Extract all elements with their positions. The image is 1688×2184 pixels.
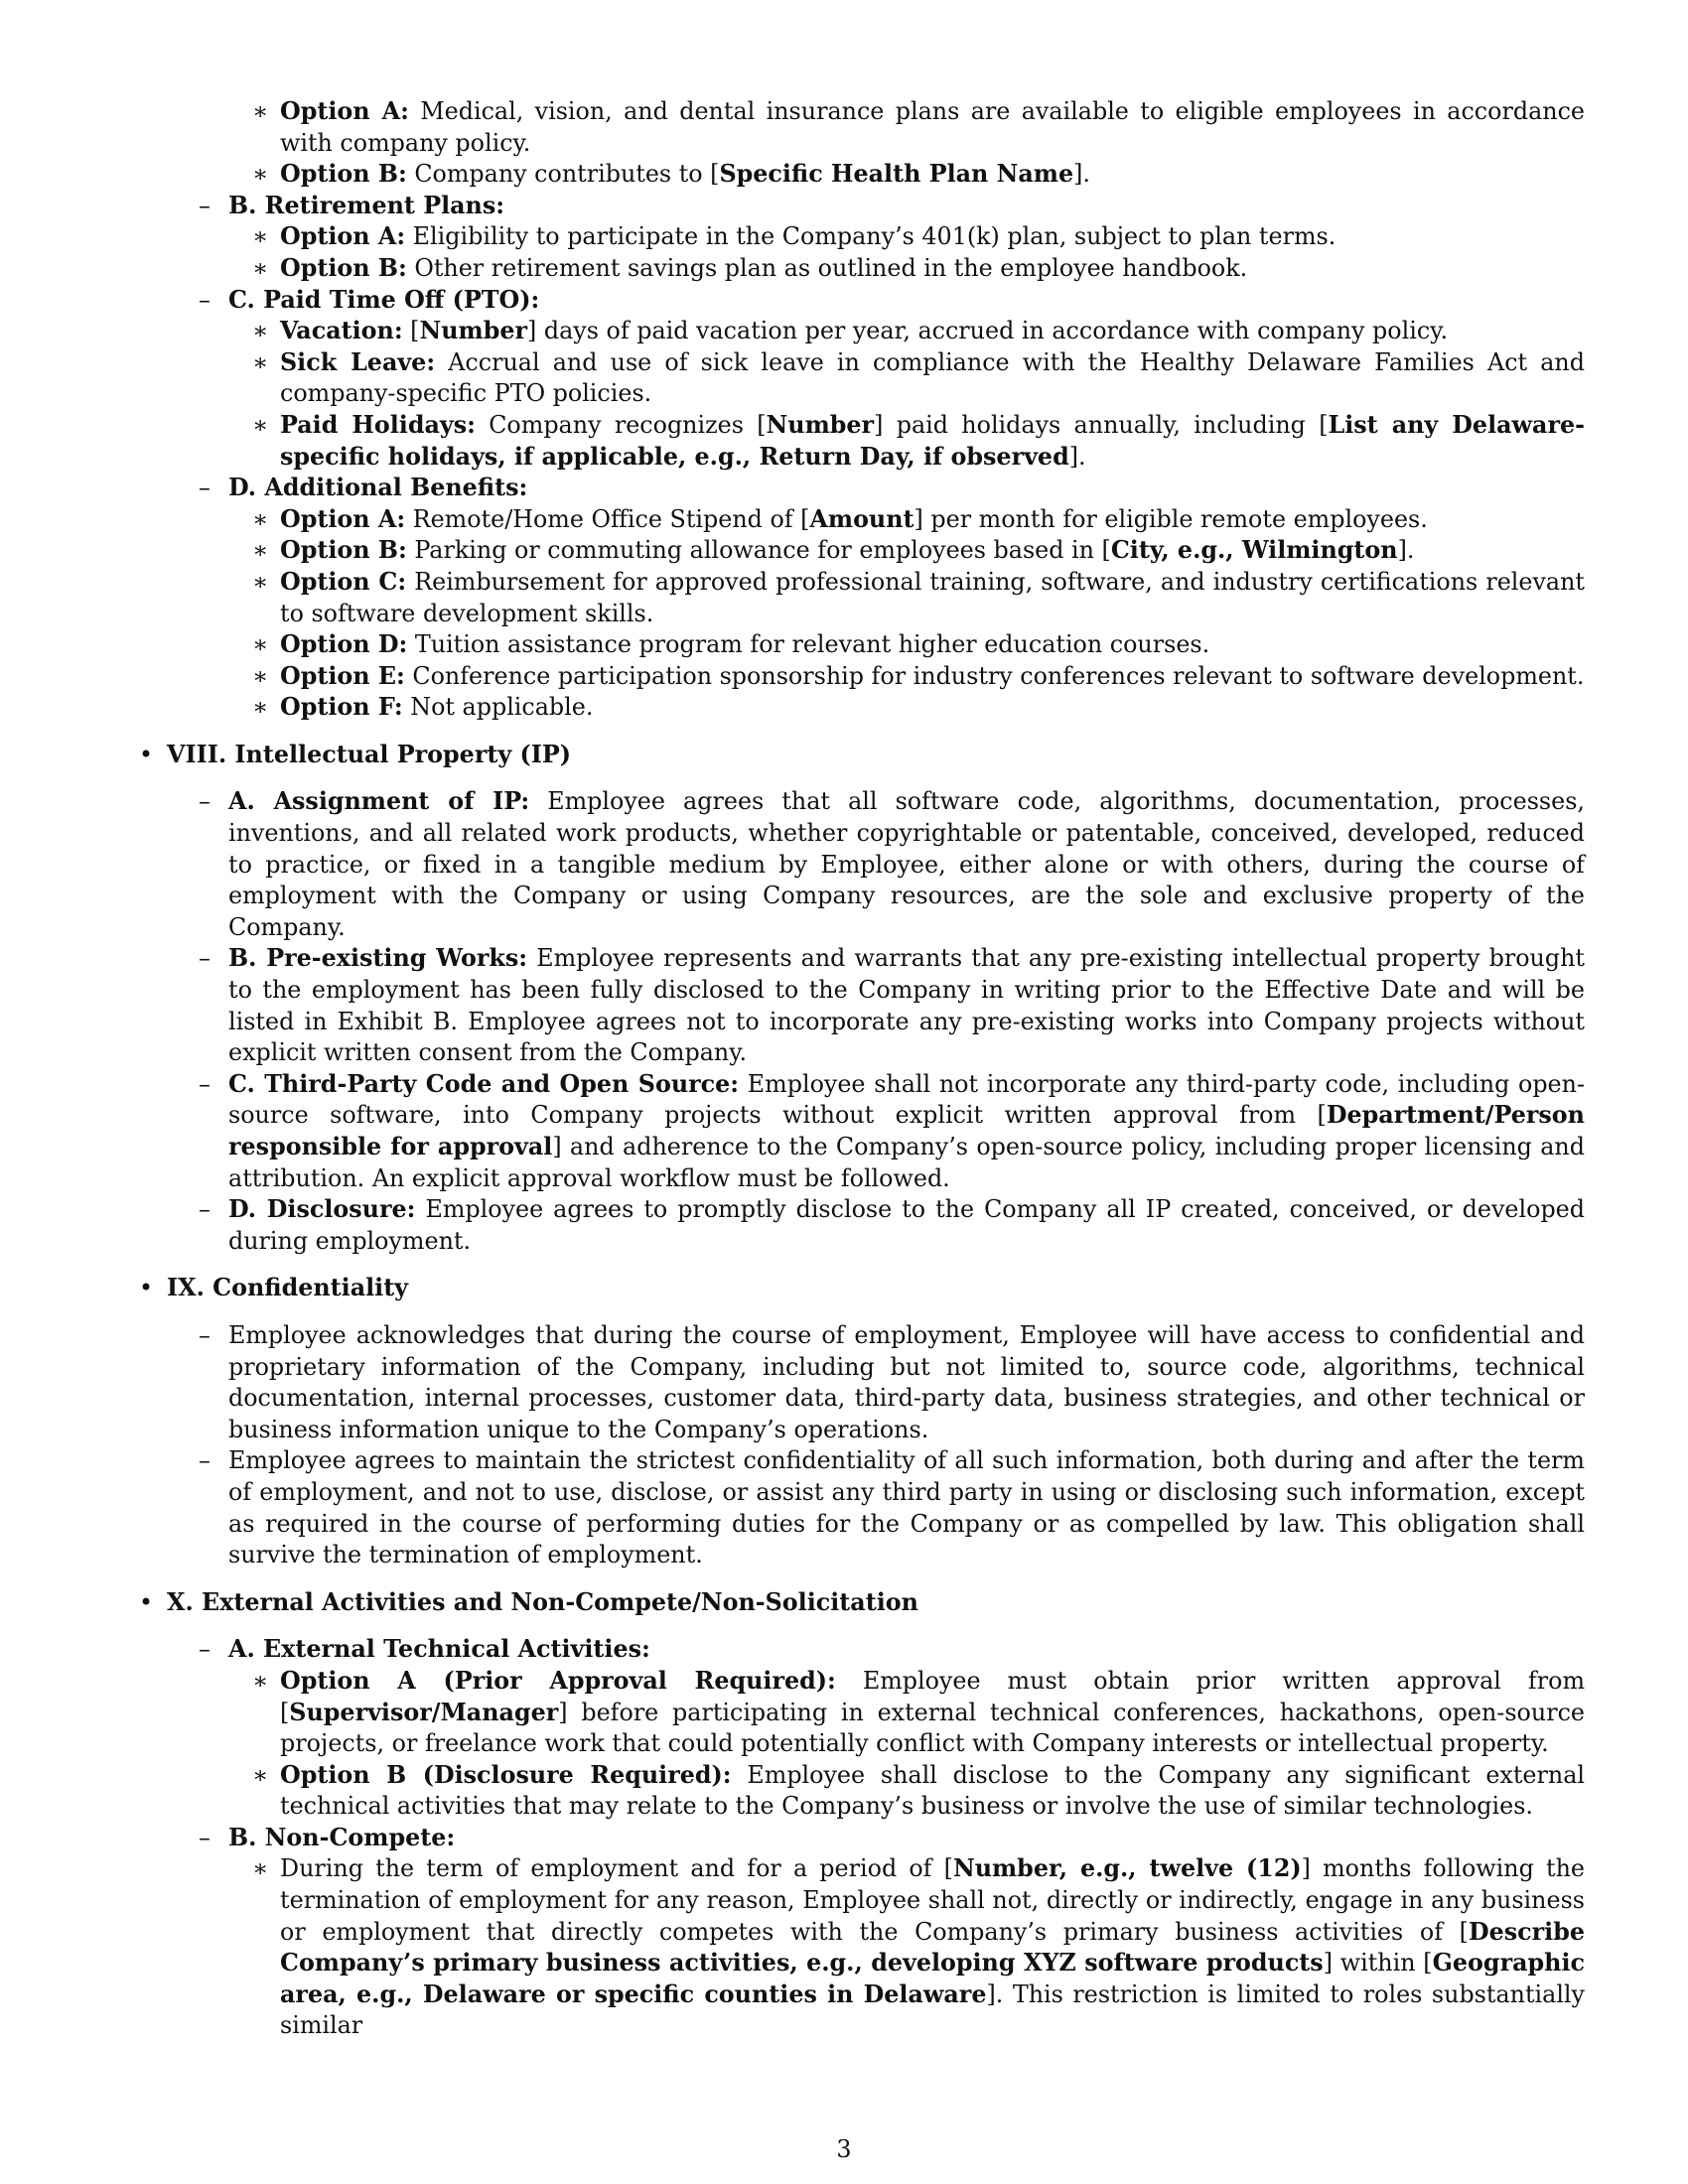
clause-text: ] months following the termination of employment for any reason, Employee shall not, directly or indirectly, engage in any business or employment that directly competes with the Company’s primary business activities of [ — [280, 1854, 1585, 1946]
option-text: [ — [402, 317, 420, 345]
retirement-option-a — [280, 221, 1585, 253]
placeholder: Supervisor/Manager — [289, 1698, 559, 1726]
option-label: Option A (Prior Approval Required): — [280, 1666, 836, 1695]
paid-time-off — [228, 285, 1585, 474]
option-label: Vacation: — [280, 317, 403, 345]
option-text: Remote/Home Office Stipend of [ — [405, 504, 810, 533]
section-external-activities — [133, 1587, 1585, 2042]
option-text: ] days of paid vacation per year, accrued in accordance with company policy. — [527, 317, 1449, 345]
option-text: Company contributes to [ — [406, 160, 720, 189]
option-label: Option D: — [280, 630, 408, 659]
clause-text: During the term of employment and for a period of [ — [280, 1854, 953, 1883]
confidentiality-clause-2: – Employee agrees to maintain the strictest confidentiality of all such information, both during and after the term of employment, and not to use, disclose, or assist any third party in using or disclosing such information, except as required in the course of performing duties for the Company or as compelled by law. This obligation shall survive the termination of employment. — [228, 1445, 1585, 1570]
subsection-heading: A. External Technical Activities: — [228, 1635, 650, 1664]
non-compete — [228, 1823, 1585, 2042]
placeholder: City, e.g., Wilmington — [1110, 536, 1398, 565]
option-label: Option A: — [280, 97, 409, 125]
benefits-continuation — [133, 96, 1585, 724]
placeholder: Amount — [809, 504, 914, 533]
health-options — [228, 96, 1585, 191]
pto-paid-holidays — [280, 410, 1585, 473]
placeholder: Department/Person responsible for approval — [228, 1101, 1585, 1160]
option-text: ]. — [1073, 160, 1090, 189]
option-text: Other retirement savings plan as outlined in the employee handbook. — [406, 253, 1248, 282]
option-text: ]. — [1397, 536, 1415, 565]
clause-label: C. Third-Party Code and Open Source: — [228, 1069, 740, 1098]
clause-label: D. Disclosure: — [228, 1195, 416, 1224]
option-text: ] paid holidays annually, including [ — [874, 410, 1329, 439]
retirement-option-b — [280, 253, 1585, 285]
clause-text: ]. This restriction is limited to roles substantially similar — [280, 1979, 1585, 2040]
option-text: Accrual and use of sick leave in compliance with the Healthy Delaware Families Act and company-specific PTO policies. — [280, 347, 1585, 408]
clause-text: ] within [ — [1323, 1949, 1433, 1978]
option-label: Option B: — [280, 536, 407, 565]
placeholder: Number — [419, 317, 528, 345]
document-body — [133, 96, 1585, 2058]
section-heading: • X. External Activities and Non-Compete/Non-Solicitation — [133, 1587, 1585, 1619]
option-text: Eligibility to participate in the Company’s 401(k) plan, subject to plan terms. — [405, 222, 1336, 251]
option-label: Option B: — [280, 160, 407, 189]
non-compete-clause — [280, 1853, 1585, 2042]
clause-text: Employee agrees to promptly disclose to the Company all IP created, conceived, or developed during employment. — [228, 1195, 1585, 1255]
option-label: Option B (Disclosure Required): — [280, 1760, 732, 1789]
additional-option-a — [280, 504, 1585, 536]
placeholder: Geographic area, e.g., Delaware or specific counties in Delaware — [280, 1949, 1585, 2008]
additional-option-c — [280, 567, 1585, 629]
subsection-heading: D. Additional Benefits: — [228, 474, 528, 502]
external-option-a — [280, 1666, 1585, 1760]
additional-option-b — [280, 535, 1585, 567]
section-intellectual-property — [133, 740, 1585, 1258]
clause-text: Employee represents and warrants that any pre-existing intellectual property brought to the employment has been fully disclosed to the Company in writing prior to the Effective Date and will be listed in Exhibit B. Employee agrees not to incorporate any pre-existing works into Company projects without explicit written consent from the Company. — [228, 944, 1585, 1067]
option-text: ] per month for eligible remote employees. — [914, 504, 1428, 533]
option-text: ] before participating in external technical conferences, hackathons, open-source projects, or freelance work that could potentially conflict with Company interests or intellectual property. — [280, 1698, 1585, 1758]
pto-items — [228, 316, 1585, 473]
section-heading: • IX. Confidentiality — [133, 1273, 1585, 1304]
additional-option-e — [280, 661, 1585, 693]
ip-clause-b — [228, 943, 1585, 1068]
placeholder: Number — [766, 410, 875, 439]
option-label: Option A: — [280, 504, 406, 533]
benefits-sublist — [133, 96, 1585, 724]
placeholder: Describe Company’s primary business activities, e.g., developing XYZ software products — [280, 1917, 1585, 1978]
option-label: Option F: — [280, 693, 403, 722]
subsection-heading: C. Paid Time Off (PTO): — [228, 285, 540, 314]
option-label: Option B: — [280, 253, 407, 282]
pto-sick-leave — [280, 347, 1585, 410]
placeholder: Number, e.g., twelve (12) — [952, 1854, 1302, 1883]
option-text: Parking or commuting allowance for employees based in [ — [406, 536, 1111, 565]
option-label: Option C: — [280, 567, 407, 596]
external-technical-activities — [228, 1634, 1585, 1823]
external-clauses — [133, 1634, 1585, 2042]
health-option-a — [280, 96, 1585, 159]
ip-clause-d — [228, 1194, 1585, 1257]
confidentiality-clauses — [133, 1320, 1585, 1571]
option-label: Option E: — [280, 661, 405, 690]
page-number: 3 — [836, 2135, 852, 2163]
additional-options — [228, 504, 1585, 724]
external-option-b — [280, 1760, 1585, 1823]
clause-label: A. Assignment of IP: — [228, 787, 530, 816]
confidentiality-clause-1: – Employee acknowledges that during the course of employment, Employee will have access to confidential and proprietary information of the Company, including but not limited to, source code, algorithms, technical documentation, internal processes, customer data, third-party data, business strategies, and other technical or business information unique to the Company’s operations. — [228, 1320, 1585, 1445]
additional-option-d — [280, 629, 1585, 661]
option-text: ]. — [1068, 442, 1086, 471]
retirement-plans — [228, 191, 1585, 285]
option-text: Tuition assistance program for relevant higher education courses. — [407, 630, 1210, 659]
health-option-b — [280, 159, 1585, 191]
option-text: Company recognizes [ — [475, 410, 767, 439]
health-continuation — [228, 96, 1585, 191]
option-text: Medical, vision, and dental insurance plans are available to eligible employees in accordance with company policy. — [280, 97, 1585, 157]
ip-clause-a — [228, 786, 1585, 943]
subsection-heading: B. Non-Compete: — [228, 1823, 456, 1851]
option-label: Paid Holidays: — [280, 410, 476, 439]
additional-benefits — [228, 473, 1585, 724]
section-confidentiality — [133, 1273, 1585, 1570]
option-label: Option A: — [280, 222, 406, 251]
option-label: Sick Leave: — [280, 347, 436, 376]
placeholder: List any Delaware-specific holidays, if applicable, e.g., Return Day, if observed — [280, 410, 1585, 471]
non-compete-items — [228, 1853, 1585, 2042]
subsection-heading: B. Retirement Plans: — [228, 191, 505, 219]
ip-clauses — [133, 786, 1585, 1257]
placeholder: Specific Health Plan Name — [719, 160, 1074, 189]
clause-text: ] and adherence to the Company’s open-source policy, including proper licensing and attribution. An explicit approval workflow must be followed. — [228, 1133, 1585, 1192]
external-options — [228, 1666, 1585, 1823]
option-text: Not applicable. — [402, 693, 594, 722]
section-heading: • VIII. Intellectual Property (IP) — [133, 740, 1585, 771]
ip-clause-c — [228, 1069, 1585, 1194]
clause-text: Employee shall not incorporate any third-party code, including open-source software, into Company projects without explicit written approval from [ — [228, 1069, 1586, 1130]
option-text: Employee must obtain prior written approval from [ — [280, 1666, 1586, 1726]
additional-option-f — [280, 692, 1585, 724]
clause-text: Employee agrees that all software code, algorithms, documentation, processes, inventions, and all related work products, whether copyrightable or patentable, conceived, developed, reduced to practice, or fixed in a tangible medium by Employee, either alone or with others, during the course of employment with the Company or using Company resources, are the sole and exclusive property of the Company. — [228, 787, 1585, 941]
retirement-options — [228, 221, 1585, 284]
option-text: Conference participation sponsorship for industry conferences relevant to software development. — [404, 661, 1585, 690]
clause-label: B. Pre-existing Works: — [228, 944, 528, 973]
pto-vacation — [280, 316, 1585, 347]
option-text: Reimbursement for approved professional training, software, and industry certifications relevant to software development skills. — [280, 567, 1585, 627]
option-text: Employee shall disclose to the Company any significant external technical activities that may relate to the Company’s business or involve the use of similar technologies. — [280, 1760, 1585, 1821]
